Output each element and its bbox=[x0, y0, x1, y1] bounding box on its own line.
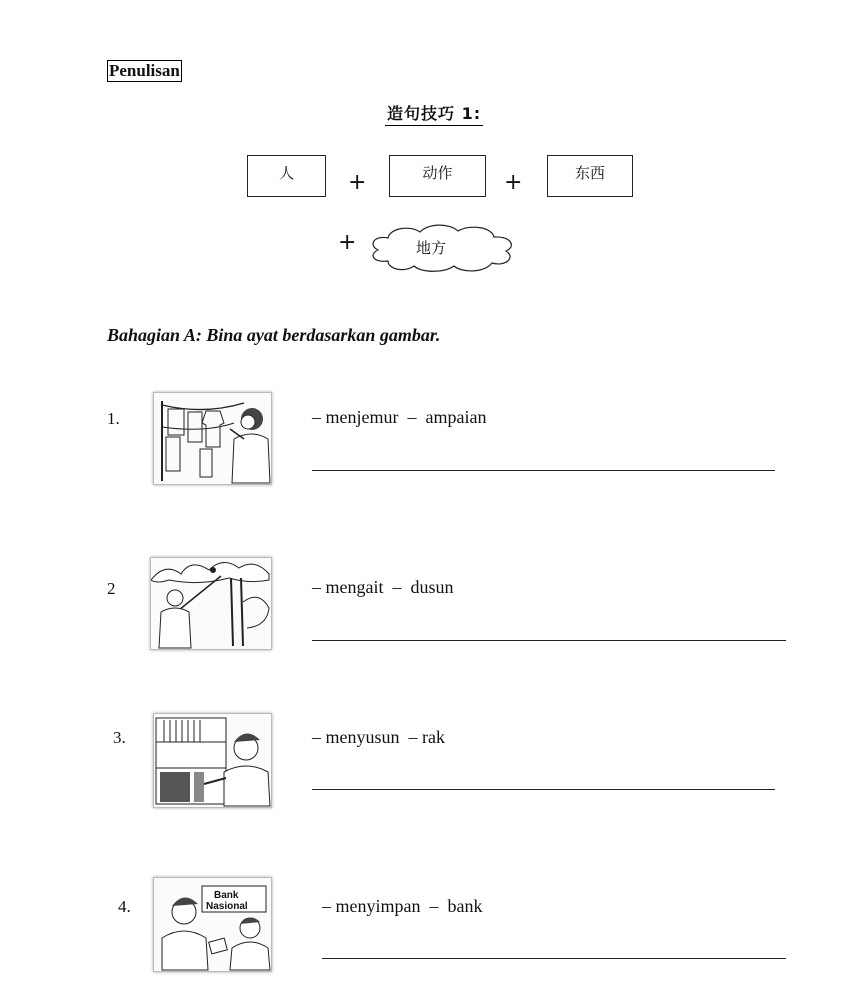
question-number: 2 bbox=[107, 579, 116, 598]
answer-line[interactable] bbox=[312, 470, 775, 471]
question-prompt: – mengait – dusun bbox=[312, 577, 454, 597]
cloud-label: 地方 bbox=[416, 239, 447, 257]
question-picture-arranging-books bbox=[153, 713, 272, 808]
question-prompt: – menyusun – rak bbox=[312, 727, 445, 747]
question-number: 4. bbox=[118, 897, 131, 916]
section-title: Bahagian A: Bina ayat berdasarkan gambar. bbox=[107, 325, 441, 345]
question-picture-hanging-clothes bbox=[153, 392, 272, 485]
formula-box-thing: 东西 bbox=[547, 155, 633, 197]
formula-box-person: 人 bbox=[247, 155, 326, 197]
technique-title: 造句技巧 1: bbox=[385, 104, 483, 126]
question-picture-bank-counter bbox=[153, 877, 272, 972]
question-prompt: – menjemur – ampaian bbox=[312, 407, 487, 427]
question-number: 3. bbox=[113, 728, 126, 747]
answer-line[interactable] bbox=[322, 958, 786, 959]
question-number: 1. bbox=[107, 409, 120, 428]
answer-line[interactable] bbox=[312, 640, 786, 641]
plus-sign: + bbox=[338, 230, 357, 255]
bank-sign-line1: Bank bbox=[214, 890, 239, 901]
cloud-shape bbox=[366, 221, 518, 275]
question-prompt: – menyimpan – bank bbox=[322, 896, 483, 916]
plus-sign: + bbox=[348, 170, 367, 195]
answer-line[interactable] bbox=[312, 789, 775, 790]
page-heading: Penulisan bbox=[109, 61, 180, 80]
question-picture-picking-fruit bbox=[150, 557, 272, 650]
formula-box-action: 动作 bbox=[389, 155, 486, 197]
bank-sign-line2: Nasional bbox=[206, 901, 248, 912]
plus-sign: + bbox=[504, 170, 523, 195]
